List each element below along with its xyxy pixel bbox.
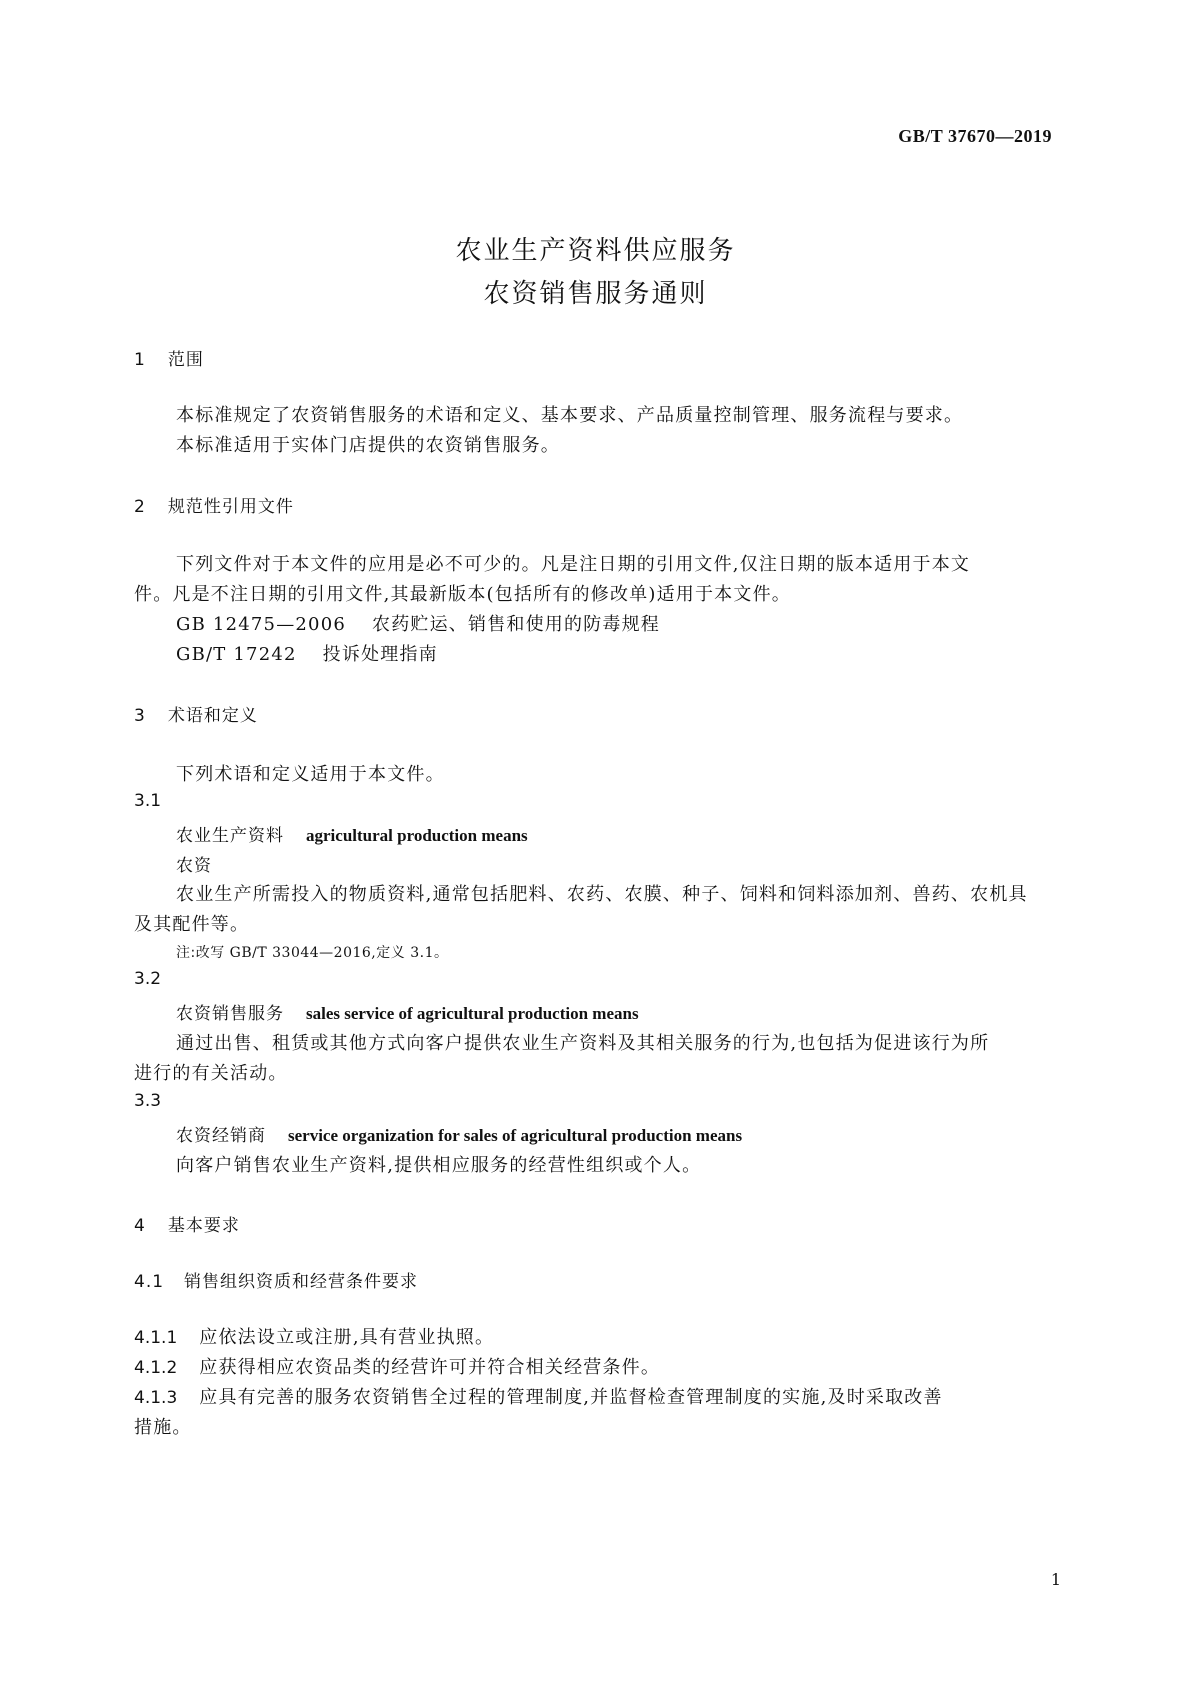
- section-2-heading: [134, 492, 294, 517]
- term-chinese: 农资经销商: [176, 1126, 266, 1146]
- term-number: 3.1: [134, 791, 162, 811]
- clause: [134, 1353, 660, 1379]
- clause: [134, 1323, 494, 1349]
- clause-number: 4.1.1: [134, 1328, 178, 1348]
- term-chinese: 农业生产资料: [176, 826, 284, 846]
- clause-text: 应依法设立或注册,具有营业执照。: [199, 1327, 495, 1348]
- section-title: 术语和定义: [167, 706, 258, 726]
- term-chinese: 农资销售服务: [176, 1004, 284, 1024]
- subsection-4-1-heading: [134, 1267, 418, 1292]
- paragraph: 下列术语和定义适用于本文件。: [176, 764, 445, 785]
- section-title: 规范性引用文件: [167, 497, 294, 517]
- clause-text-continued: 措施。: [134, 1417, 192, 1438]
- term-english: sales service of agricultural production means: [306, 1004, 639, 1023]
- term-definition-line: 向客户销售农业生产资料,提供相应服务的经营性组织或个人。: [176, 1155, 702, 1176]
- section-number: 2: [134, 497, 146, 517]
- clause-text: 应获得相应农资品类的经营许可并符合相关经营条件。: [199, 1357, 661, 1378]
- document-title-line2: 农资销售服务通则: [483, 279, 708, 309]
- clause: [134, 1383, 943, 1409]
- clause-number: 4.1.2: [134, 1358, 178, 1378]
- term-english: agricultural production means: [306, 826, 528, 845]
- term-definition-line: 通过出售、租赁或其他方式向客户提供农业生产资料及其相关服务的行为,也包括为促进该行为所: [176, 1033, 990, 1054]
- document-title-line1: 农业生产资料供应服务: [455, 236, 736, 266]
- term-entry: [176, 999, 639, 1024]
- term-entry: [176, 821, 528, 846]
- note-text: 改写 GB/T 33044—2016,定义 3.1。: [195, 945, 449, 961]
- term-note: [176, 942, 448, 962]
- term-number: 3.3: [134, 1091, 162, 1111]
- paragraph: 本标准规定了农资销售服务的术语和定义、基本要求、产品质量控制管理、服务流程与要求。: [176, 405, 964, 426]
- term-definition-line: 进行的有关活动。: [134, 1063, 288, 1084]
- subsection-number: 4.1: [134, 1272, 165, 1292]
- normative-reference: [176, 640, 438, 666]
- term-definition-line: 及其配件等。: [134, 914, 250, 935]
- term-english: service organization for sales of agricultural production means: [288, 1126, 743, 1145]
- reference-code: GB/T 17242: [176, 644, 297, 665]
- term-number: 3.2: [134, 969, 162, 989]
- normative-reference: [176, 610, 660, 636]
- reference-title: 农药贮运、销售和使用的防毒规程: [372, 614, 660, 635]
- term-definition-line: 农业生产所需投入的物质资料,通常包括肥料、农药、农膜、种子、饲料和饲料添加剂、兽药、农机具: [176, 884, 1028, 905]
- section-3-heading: [134, 701, 258, 726]
- section-title: 范围: [167, 350, 204, 370]
- paragraph-line: 下列文件对于本文件的应用是必不可少的。凡是注日期的引用文件,仅注日期的版本适用于本文: [176, 554, 971, 575]
- clause-number: 4.1.3: [134, 1388, 178, 1408]
- reference-code: GB 12475—2006: [176, 614, 346, 635]
- clause-text: 应具有完善的服务农资销售全过程的管理制度,并监督检查管理制度的实施,及时采取改善: [199, 1387, 943, 1408]
- subsection-title: 销售组织资质和经营条件要求: [184, 1272, 419, 1292]
- section-1-heading: [134, 345, 204, 370]
- term-alt-chinese: 农资: [176, 856, 212, 876]
- section-number: 1: [134, 350, 146, 370]
- paragraph-line: 件。凡是不注日期的引用文件,其最新版本(包括所有的修改单)适用于本文件。: [134, 584, 791, 605]
- section-number: 3: [134, 706, 146, 726]
- standard-code: GB/T 37670—2019: [898, 126, 1052, 146]
- section-4-heading: [134, 1211, 240, 1236]
- page-number: 1: [1050, 1570, 1061, 1589]
- term-alternative: [176, 851, 234, 876]
- reference-title: 投诉处理指南: [322, 644, 438, 665]
- note-lead: 注:: [176, 945, 196, 961]
- paragraph: 本标准适用于实体门店提供的农资销售服务。: [176, 435, 560, 456]
- section-number: 4: [134, 1216, 146, 1236]
- section-title: 基本要求: [167, 1216, 240, 1236]
- term-entry: [176, 1121, 742, 1146]
